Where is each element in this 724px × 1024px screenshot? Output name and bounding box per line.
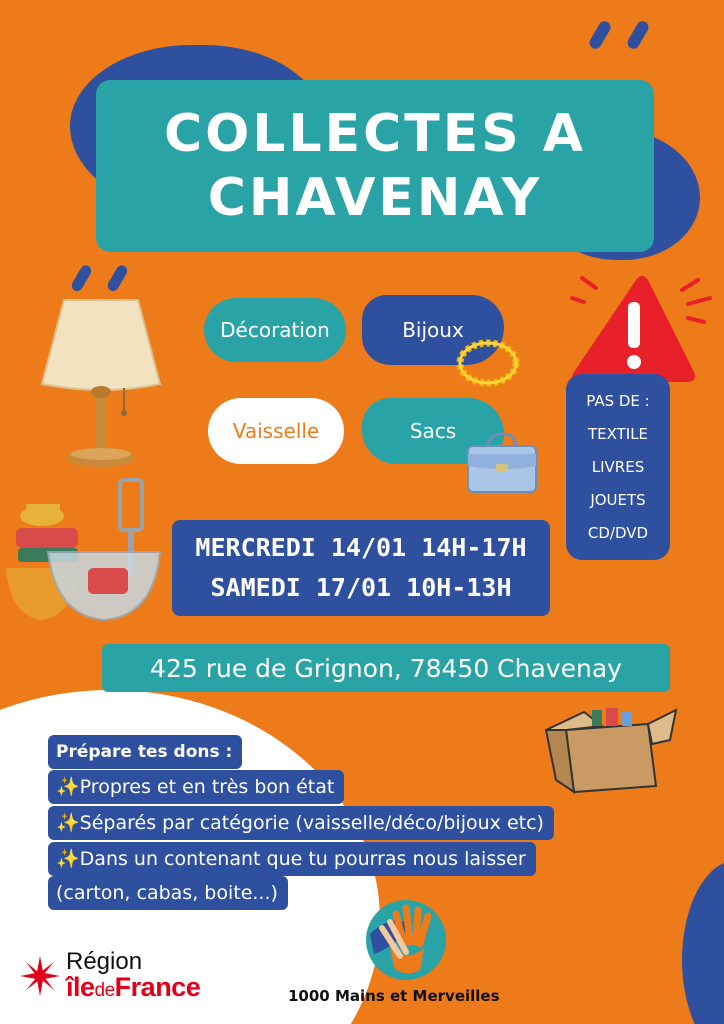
- title-banner: [96, 80, 654, 252]
- prepare-heading-box: [48, 735, 242, 769]
- address-banner: 425 rue de Grignon, 78450 Chavenay: [102, 644, 670, 692]
- exclusions-heading: PAS DE :: [586, 391, 650, 410]
- title-line-2: CHAVENAY: [207, 168, 543, 228]
- list-item-label: Séparés par catégorie (vaisselle/déco/bijoux etc): [79, 812, 544, 834]
- sparkles-icon: ✨: [56, 812, 80, 834]
- bracelet-icon: [452, 334, 524, 392]
- category-bijoux: Bijoux: [362, 295, 504, 365]
- schedule-panel: [172, 520, 550, 616]
- list-item-label: (carton, cabas, boite...): [56, 882, 278, 904]
- region-logo-part-france: France: [114, 972, 201, 1002]
- title-line-1: COLLECTES A: [163, 104, 587, 164]
- list-item: [48, 842, 536, 876]
- sparkles-icon: ✨: [56, 848, 80, 870]
- prepare-heading: Prépare tes dons :: [56, 742, 233, 762]
- list-item: [48, 770, 344, 804]
- category-vaisselle: Vaisselle: [208, 398, 344, 464]
- sparkles-icon: ✨: [56, 776, 80, 798]
- hands-globe-logo: [360, 894, 452, 986]
- list-item: [48, 806, 554, 840]
- dish-stack-icon: [4, 476, 172, 626]
- exclusion-item: TEXTILE: [587, 424, 649, 443]
- region-logo-line-1: Région: [66, 948, 143, 975]
- region-star-icon: [18, 954, 62, 998]
- exclusions-panel: [566, 374, 670, 560]
- list-item-label: Propres et en très bon état: [79, 776, 335, 798]
- list-item-continuation: [48, 876, 288, 910]
- exclusion-item: LIVRES: [591, 457, 645, 476]
- schedule-line-1: MERCREDI 14/01 14H-17H: [195, 533, 527, 562]
- exclusion-item: JOUETS: [590, 490, 646, 509]
- region-logo-part-ile: île: [66, 972, 95, 1002]
- region-logo-part-de: de: [94, 980, 115, 1001]
- quote-marks-icon: [586, 18, 666, 58]
- handbag-icon: [462, 432, 542, 496]
- list-item-label: Dans un contenant que tu pourras nous laisser: [79, 848, 526, 870]
- cardboard-box-icon: [544, 700, 680, 796]
- exclusion-item: CD/DVD: [587, 523, 649, 542]
- bottom-right-blue-blob: [682, 860, 724, 1024]
- region-logo-line-2: [66, 972, 200, 1003]
- schedule-line-2: SAMEDI 17/01 10H-13H: [210, 573, 512, 602]
- category-decoration: Décoration: [204, 298, 346, 362]
- organization-name: 1000 Mains et Merveilles: [288, 987, 500, 1005]
- category-sacs: Sacs: [362, 398, 504, 464]
- table-lamp-icon: [36, 292, 166, 472]
